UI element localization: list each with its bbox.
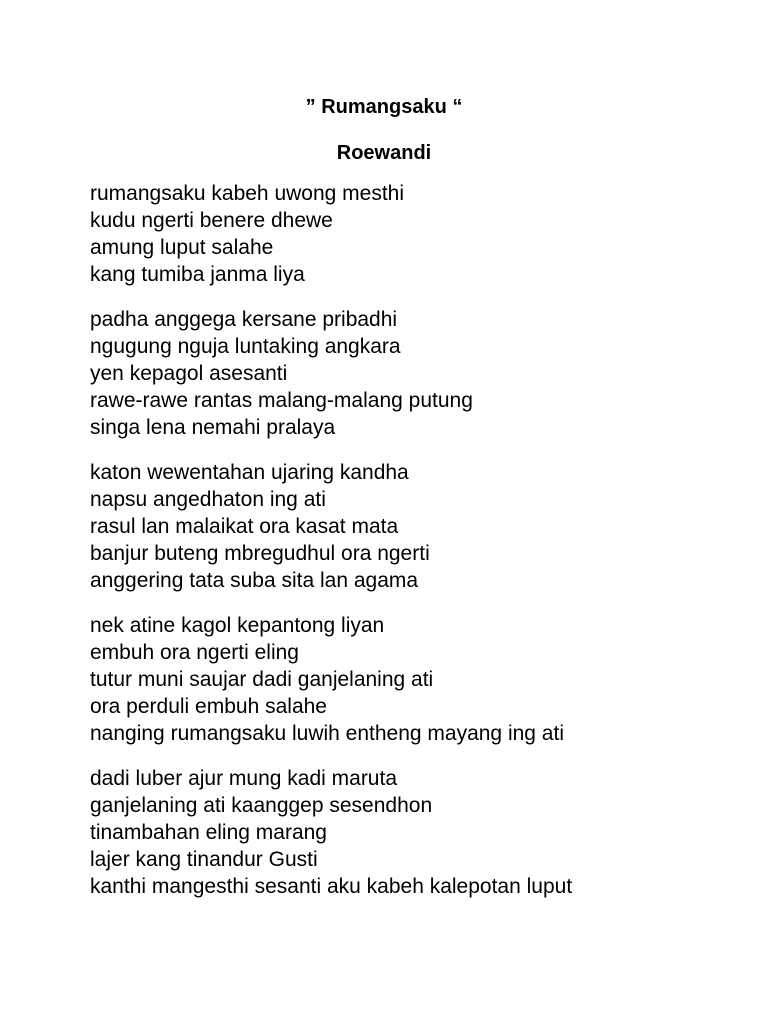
poem-line: nek atine kagol kepantong liyan	[90, 614, 385, 637]
poem-line: amung luput salahe	[90, 236, 274, 259]
poem-line: nanging rumangsaku luwih entheng mayang ing ati	[90, 722, 564, 745]
poem-body	[90, 180, 730, 918]
poem-line: tutur muni saujar dadi ganjelaning ati	[90, 668, 434, 691]
poem-line: rasul lan malaikat ora kasat mata	[90, 515, 399, 538]
poem-line: tinambahan eling marang	[90, 821, 327, 844]
poem-line: singa lena nemahi pralaya	[90, 416, 336, 439]
poem-line: kang tumiba janma liya	[90, 263, 305, 286]
poem-line: lajer kang tinandur Gusti	[90, 848, 318, 871]
poem-line: katon wewentahan ujaring kandha	[90, 461, 409, 484]
poem-line: banjur buteng mbregudhul ora ngerti	[90, 542, 430, 565]
stanza-1	[90, 180, 730, 288]
poem-line: ora perduli embuh salahe	[90, 695, 327, 718]
poem-line: ngugung nguja luntaking angkara	[90, 335, 401, 358]
poem-author: Roewandi	[336, 142, 432, 164]
poem-line: napsu angedhaton ing ati	[90, 488, 326, 511]
poem-line: rawe-rawe rantas malang-malang putung	[90, 389, 473, 412]
stanza-3	[90, 459, 730, 594]
poem-line: padha anggega kersane pribadhi	[90, 308, 398, 331]
poem-line: yen kepagol asesanti	[90, 362, 288, 385]
stanza-2	[90, 306, 730, 441]
poem-line: kanthi mangesthi sesanti aku kabeh kalepotan luput	[90, 875, 573, 898]
stanza-5	[90, 765, 730, 900]
poem-line: anggering tata suba sita lan agama	[90, 569, 419, 592]
poem-line: embuh ora ngerti eling	[90, 641, 299, 664]
poem-line: dadi luber ajur mung kadi maruta	[90, 767, 398, 790]
poem-line: rumangsaku kabeh uwong mesthi	[90, 182, 405, 205]
poem-line: kudu ngerti benere dhewe	[90, 209, 333, 232]
poem-title: ” Rumangsaku “	[305, 96, 463, 118]
stanza-4	[90, 612, 730, 747]
poem-line: ganjelaning ati kaanggep sesendhon	[90, 794, 433, 817]
